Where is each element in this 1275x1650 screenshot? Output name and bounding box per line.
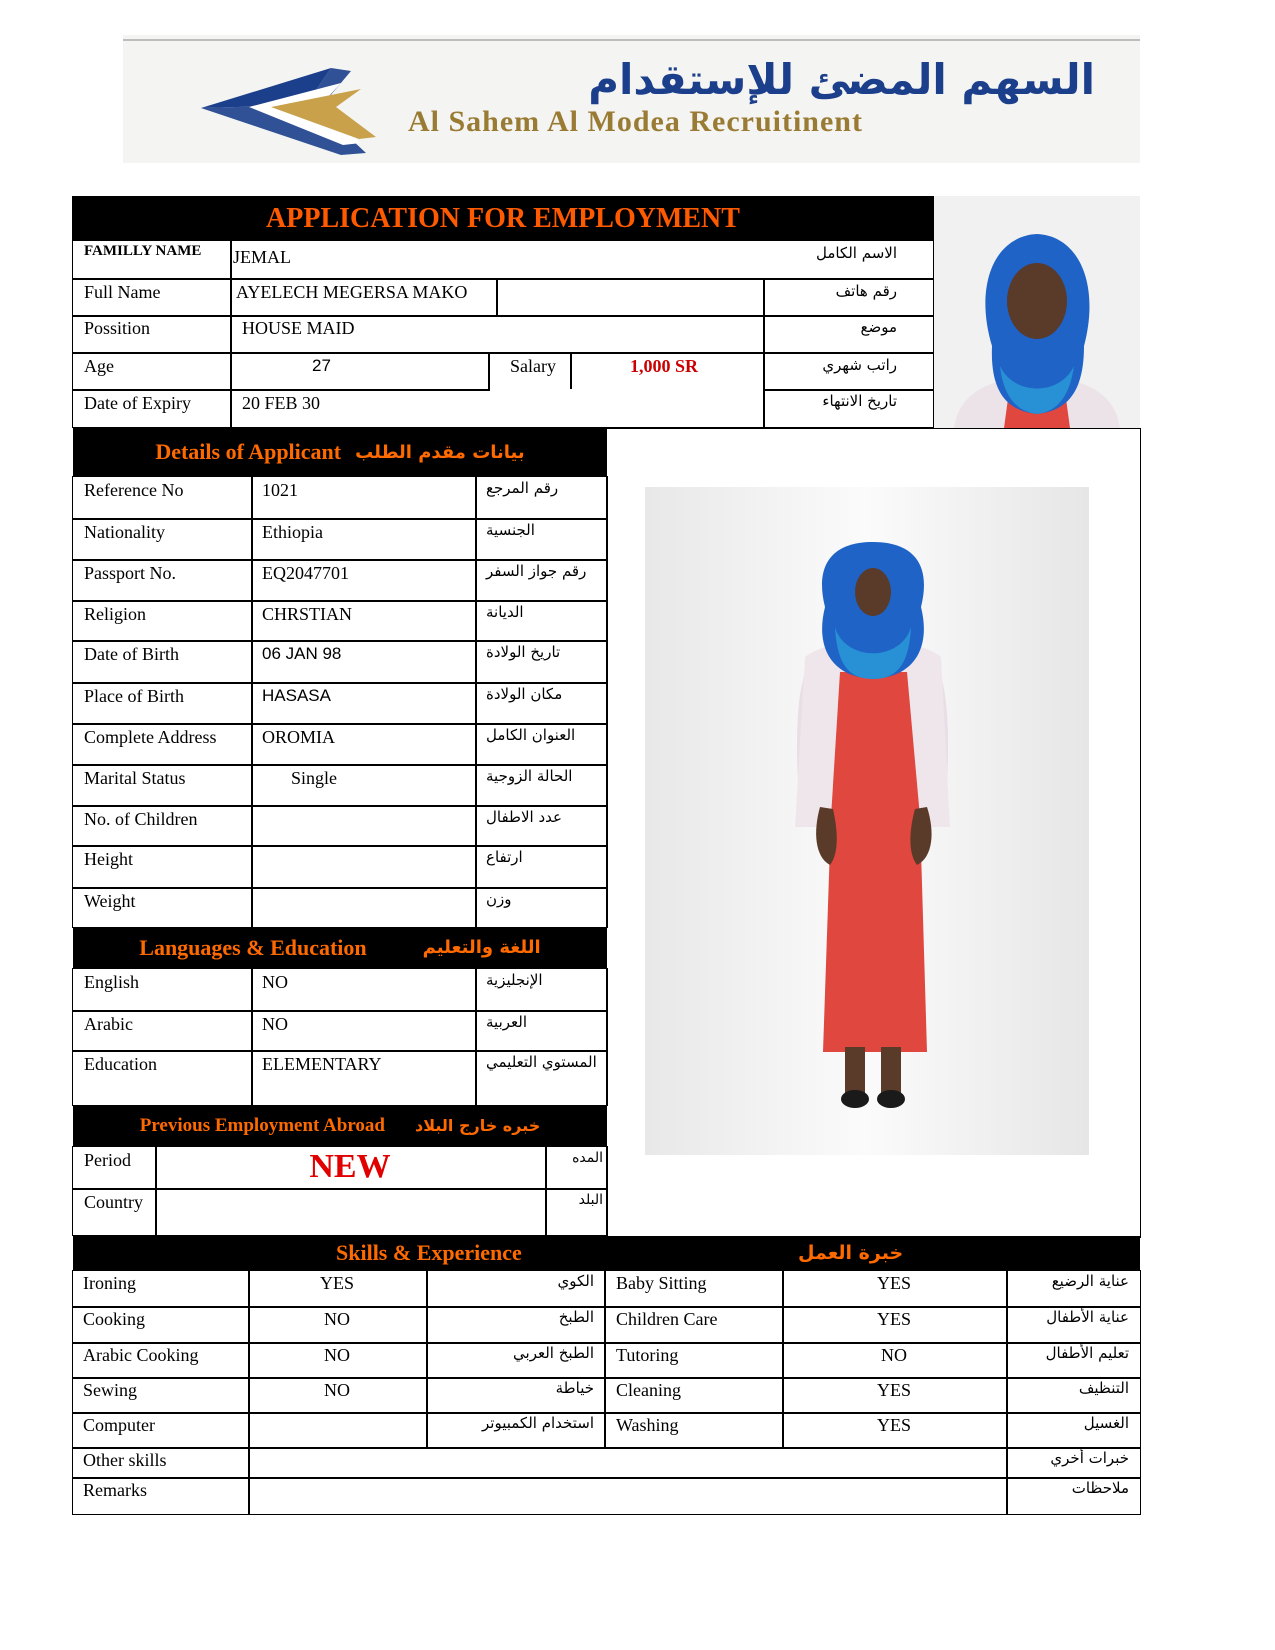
details-value: CHRSTIAN bbox=[262, 604, 353, 624]
skill-value: NO bbox=[324, 1309, 350, 1329]
skill-value: YES bbox=[876, 1273, 911, 1293]
skill-label: Ironing bbox=[83, 1273, 136, 1293]
languages-ar: العربية bbox=[486, 1013, 527, 1031]
languages-value: NO bbox=[262, 1014, 288, 1034]
details-header bbox=[73, 428, 607, 476]
new-status: NEW bbox=[309, 1148, 391, 1185]
details-ar: ارتفاع bbox=[486, 848, 523, 866]
skills-row-line bbox=[72, 1342, 1141, 1344]
details-ar: العنوان الكامل bbox=[486, 726, 576, 744]
country-ar: البلد bbox=[578, 1192, 603, 1208]
family-name-value: JEMAL bbox=[233, 247, 291, 267]
languages-ar: الإنجليزية bbox=[486, 971, 543, 989]
skills-title-ar: خبرة العمل bbox=[798, 1242, 904, 1264]
full-name-ar: رقم هاتف bbox=[835, 282, 897, 300]
languages-title-en: Languages & Education bbox=[139, 934, 367, 960]
details-col-line bbox=[475, 476, 477, 927]
details-row-line bbox=[72, 764, 608, 766]
details-ar: الحالة الزوجية bbox=[486, 767, 573, 785]
details-title-ar: بيانات مقدم الطلب bbox=[355, 441, 525, 463]
details-label: Complete Address bbox=[84, 727, 217, 747]
details-ar: الجنسية bbox=[486, 521, 535, 539]
details-ar: عدد الاطفال bbox=[486, 808, 562, 826]
age-value: 27 bbox=[312, 356, 331, 375]
period-label: Period bbox=[84, 1150, 131, 1170]
details-label: No. of Children bbox=[84, 809, 198, 829]
skills-row-line bbox=[72, 1377, 1141, 1379]
skill-label: Computer bbox=[83, 1415, 155, 1435]
position-value: HOUSE MAID bbox=[242, 318, 355, 338]
details-value: OROMIA bbox=[262, 727, 336, 747]
details-row-line bbox=[72, 559, 608, 561]
details-col-line bbox=[251, 476, 253, 927]
details-row-line bbox=[72, 682, 608, 684]
details-label: Marital Status bbox=[84, 768, 186, 788]
full-body-photo bbox=[645, 487, 1089, 1155]
details-ar: تاريخ الولادة bbox=[486, 643, 561, 661]
skills-row-line bbox=[72, 1306, 1141, 1308]
family-name-label: FAMILLY NAME bbox=[84, 243, 202, 259]
details-row-line bbox=[72, 600, 608, 602]
logo-arabic-text: السهم المضئ للإستقدام bbox=[588, 55, 1095, 104]
details-row-line bbox=[72, 518, 608, 520]
position-label: Possition bbox=[84, 318, 151, 338]
details-label: Place of Birth bbox=[84, 686, 184, 706]
details-label: Passport No. bbox=[84, 563, 177, 583]
details-label: Date of Birth bbox=[84, 644, 179, 664]
skill-value: YES bbox=[876, 1309, 911, 1329]
details-ar: رقم جواز السفر bbox=[486, 562, 587, 580]
portrait-photo-small bbox=[934, 196, 1140, 428]
details-value: 06 JAN 98 bbox=[262, 644, 342, 663]
languages-header bbox=[73, 927, 607, 968]
skill-ar: الطبخ العربي bbox=[513, 1344, 594, 1362]
details-label: Reference No bbox=[84, 480, 184, 500]
expiry-label: Date of Expiry bbox=[84, 393, 191, 413]
skills-row-line bbox=[72, 1447, 1141, 1449]
details-value: Ethiopia bbox=[262, 522, 323, 542]
skills-title-en: Skills & Experience bbox=[336, 1240, 522, 1265]
details-ar: الديانة bbox=[486, 603, 524, 621]
logo-banner bbox=[123, 35, 1140, 163]
skills-header bbox=[73, 1236, 1140, 1270]
skill-label: Washing bbox=[616, 1415, 679, 1435]
skill-label: Cleaning bbox=[616, 1380, 681, 1400]
languages-row-line bbox=[72, 1050, 608, 1052]
languages-value: ELEMENTARY bbox=[262, 1054, 382, 1074]
skill-value: NO bbox=[881, 1345, 907, 1365]
logo-english-text: Al Sahem Al Modea Recruitinent bbox=[408, 105, 863, 138]
skill-value: NO bbox=[324, 1345, 350, 1365]
salary-label: Salary bbox=[510, 356, 556, 376]
previous-title-ar: خبره خارج البلاد bbox=[415, 1116, 541, 1135]
languages-col-line bbox=[475, 968, 477, 1105]
details-ar: مكان الولادة bbox=[486, 685, 563, 703]
details-ar: رقم المرجع bbox=[486, 479, 559, 497]
previous-title-en: Previous Employment Abroad bbox=[139, 1114, 385, 1136]
remarks-ar: ملاحظات bbox=[1071, 1479, 1129, 1497]
full-name-label: Full Name bbox=[84, 282, 161, 302]
details-value: EQ2047701 bbox=[262, 563, 349, 583]
skill-value: YES bbox=[319, 1273, 354, 1293]
skill-label: Arabic Cooking bbox=[83, 1345, 199, 1365]
skill-ar: الكوي bbox=[557, 1272, 594, 1290]
full-name-value: AYELECH MEGERSA MAKO bbox=[236, 282, 468, 302]
details-row-line bbox=[72, 640, 608, 642]
languages-ar: المستوي التعليمي bbox=[486, 1053, 597, 1071]
skill-label: Children Care bbox=[616, 1309, 718, 1329]
skill-ar: الغسيل bbox=[1083, 1414, 1129, 1432]
skill-ar: عناية الرضيع bbox=[1051, 1272, 1129, 1290]
salary-value: 1,000 SR bbox=[630, 356, 699, 376]
skill-ar: الطبخ bbox=[558, 1308, 594, 1326]
family-name-ar: الاسم الكامل bbox=[815, 244, 897, 262]
other-skills-label: Other skills bbox=[83, 1450, 167, 1470]
details-label: Weight bbox=[84, 891, 136, 911]
skills-col-line bbox=[604, 1270, 606, 1447]
details-row-line bbox=[72, 845, 608, 847]
arrow-logo-icon bbox=[201, 63, 431, 163]
skill-ar: خياطة bbox=[555, 1379, 594, 1397]
skill-ar: التنظيف bbox=[1078, 1379, 1129, 1397]
age-label: Age bbox=[84, 356, 114, 376]
previous-header bbox=[73, 1105, 607, 1146]
expiry-value: 20 FEB 30 bbox=[242, 393, 321, 413]
details-value: HASASA bbox=[262, 686, 331, 705]
form-title: APPLICATION FOR EMPLOYMENT bbox=[73, 197, 933, 241]
details-label: Nationality bbox=[84, 522, 165, 542]
skill-value: YES bbox=[876, 1415, 911, 1435]
skill-label: Tutoring bbox=[616, 1345, 679, 1365]
skill-label: Cooking bbox=[83, 1309, 146, 1329]
details-value: Single bbox=[291, 768, 338, 788]
languages-value: NO bbox=[262, 972, 288, 992]
remarks-label: Remarks bbox=[83, 1480, 147, 1500]
details-value: 1021 bbox=[262, 480, 298, 500]
details-row-line bbox=[72, 723, 608, 725]
languages-label: English bbox=[84, 972, 140, 992]
skill-ar: تعليم الأطفال bbox=[1045, 1344, 1129, 1362]
details-label: Religion bbox=[84, 604, 146, 624]
other-skills-ar: خبرات أخري bbox=[1050, 1449, 1129, 1467]
skill-ar: عناية الأطفال bbox=[1046, 1308, 1129, 1326]
period-ar: المده bbox=[572, 1150, 603, 1166]
languages-title-ar: اللغة والتعليم bbox=[422, 937, 541, 958]
details-row-line bbox=[72, 805, 608, 807]
country-label: Country bbox=[84, 1192, 144, 1212]
details-title-en: Details of Applicant bbox=[155, 439, 342, 464]
languages-label: Education bbox=[84, 1054, 157, 1074]
skill-value: YES bbox=[876, 1380, 911, 1400]
skill-value: NO bbox=[324, 1380, 350, 1400]
languages-row-line bbox=[72, 1010, 608, 1012]
details-ar: وزن bbox=[486, 890, 512, 908]
details-label: Height bbox=[84, 849, 133, 869]
age-ar: راتب شهري bbox=[822, 356, 897, 374]
skills-row-line bbox=[72, 1477, 1141, 1479]
skills-col-line bbox=[426, 1270, 428, 1447]
details-row-line bbox=[72, 887, 608, 889]
skill-label: Baby Sitting bbox=[616, 1273, 707, 1293]
languages-label: Arabic bbox=[84, 1014, 133, 1034]
position-ar: موضع bbox=[860, 318, 897, 336]
languages-col-line bbox=[251, 968, 253, 1105]
skill-ar: استخدام الكمبيوتر bbox=[482, 1414, 594, 1432]
expiry-ar: تاريخ الانتهاء bbox=[822, 392, 897, 410]
skill-label: Sewing bbox=[83, 1380, 137, 1400]
skills-row-line bbox=[72, 1412, 1141, 1414]
